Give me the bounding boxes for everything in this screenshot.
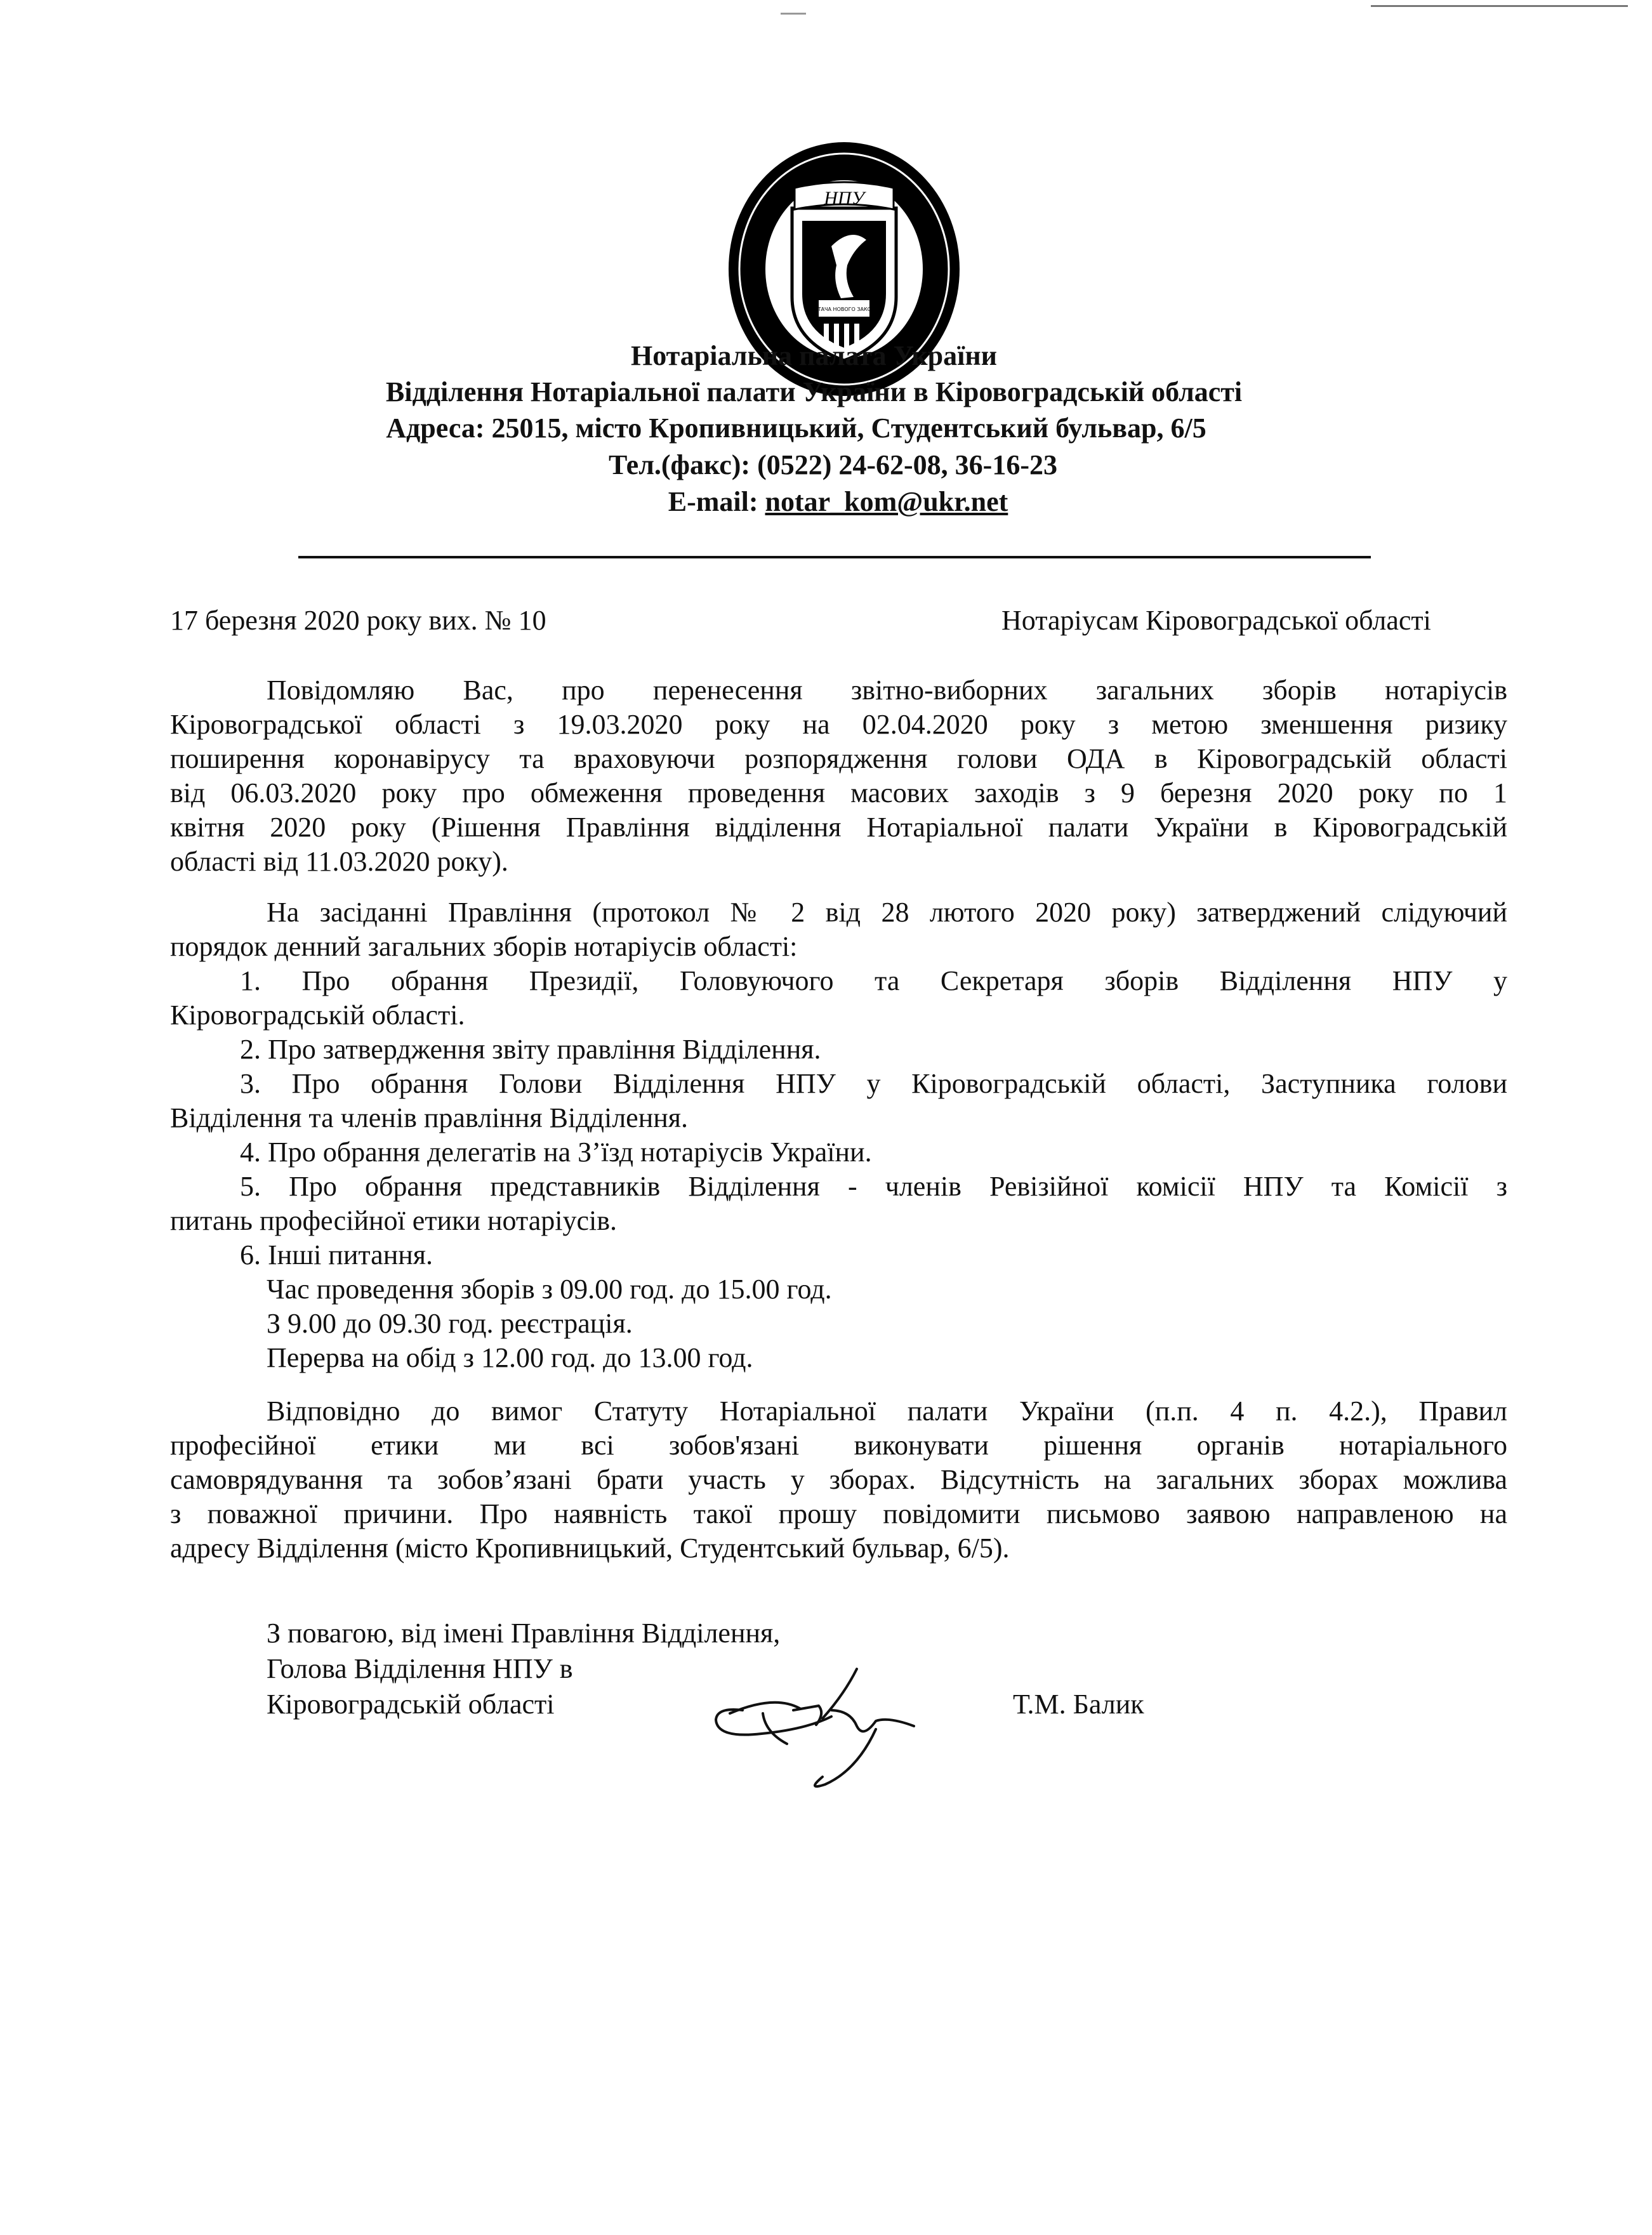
- agenda-item: 4. Про обрання делегатів на З’їзд нотаріусів України.: [240, 1137, 872, 1168]
- agenda-item: 3. Про обрання Голови Відділення НПУ у Кіровоградській області, Заступника голови: [240, 1068, 1507, 1099]
- body-line: На засіданні Правління (протокол № 2 від 28 лютого 2020 року) затверджений слідуючий: [267, 897, 1507, 928]
- email-link[interactable]: notar_kom@ukr.net: [765, 486, 1008, 517]
- signer-name: Т.М. Балик: [1013, 1689, 1144, 1720]
- body-line: Відповідно до вимог Статуту Нотаріальної палати України (п.п. 4 п. 4.2.), Правил: [267, 1395, 1507, 1427]
- body-line: Повідомляю Вас, про перенесення звітно-виборних загальних зборів нотаріусів: [267, 675, 1507, 706]
- email-label: E-mail:: [668, 486, 758, 517]
- emblem-top-text: НПУ: [824, 188, 864, 209]
- phone-line: Тел.(факс): (0522) 24-62-08, 36-16-23: [609, 449, 1057, 480]
- body-line: поширення коронавірусу та враховуючи розпорядження голови ОДА в Кіровоградській області: [170, 743, 1507, 774]
- body-line: адресу Відділення (місто Кропивницький, Студентський бульвар, 6/5).: [170, 1533, 1010, 1564]
- body-line: порядок денний загальних зборів нотаріусів області:: [170, 931, 798, 962]
- body-line: квітня 2020 року (Рішення Правління відділення Нотаріальної палати України в Кіровоградській: [170, 812, 1507, 843]
- scan-artifact: [781, 13, 806, 15]
- agenda-item: 6. Інші питання.: [240, 1239, 433, 1270]
- agenda-item: Кіровоградській області.: [170, 999, 465, 1031]
- closing-regards: З повагою, від імені Правління Відділення,: [267, 1618, 781, 1649]
- handwritten-signature: [704, 1650, 958, 1796]
- body-line: Кіровоградської області з 19.03.2020 року на 02.04.2020 року з метою зменшення ризику: [170, 709, 1507, 740]
- agenda-item: питань професійної етики нотаріусів.: [170, 1205, 617, 1236]
- agenda-item: 1. Про обрання Президії, Головуючого та Секретаря зборів Відділення НПУ у: [240, 965, 1507, 996]
- body-line: з поважної причини. Про наявність такої прошу повідомити письмово заявою направленою на: [170, 1498, 1507, 1529]
- schedule-line: Час проведення зборів з 09.00 год. до 15.00 год.: [267, 1274, 832, 1305]
- emblem-scroll-text: ДОТАЧА НОВОГО ЗАКОНУ: [810, 307, 878, 312]
- body-line: від 06.03.2020 року про обмеження проведення масових заходів з 9 березня 2020 року по 1: [170, 777, 1507, 808]
- schedule-line: Перерва на обід з 12.00 год. до 13.00 год.: [267, 1342, 753, 1373]
- scan-artifact: [1371, 5, 1628, 7]
- branch-name: Відділення Нотаріальної палати України в Кіровоградській області: [385, 376, 1243, 407]
- email-line: [24, 484, 1652, 520]
- header-divider: [298, 556, 1371, 558]
- signer-position: Голова Відділення НПУ в: [267, 1653, 573, 1684]
- signer-position: Кіровоградській області: [267, 1689, 555, 1720]
- body-line: самоврядування та зобов’язані брати участь у зборах. Відсутність на загальних зборах можлива: [170, 1464, 1507, 1495]
- emblem-ring-text: НОТАРІАЛЬНА ПАЛАТА УКРАЇНИ: [724, 126, 1000, 142]
- agenda-item: 5. Про обрання представників Відділення - членів Ревізійної комісії НПУ та Комісії з: [240, 1171, 1507, 1202]
- org-name: Нотаріальна палата України: [630, 340, 998, 371]
- body-line: області від 11.03.2020 року).: [170, 846, 508, 877]
- address-line: Адреса: 25015, місто Кропивницький, Студентський бульвар, 6/5: [386, 412, 1206, 444]
- agenda-item: 2. Про затвердження звіту правління Відділення.: [240, 1034, 821, 1065]
- date-reference: 17 березня 2020 року вих. № 10: [170, 605, 546, 636]
- schedule-line: З 9.00 до 09.30 год. реєстрація.: [267, 1308, 633, 1339]
- agenda-item: Відділення та членів правління Відділення.: [170, 1102, 689, 1133]
- body-line: професійної етики ми всі зобов'язані виконувати рішення органів нотаріального: [170, 1430, 1507, 1461]
- recipient: Нотаріусам Кіровоградської області: [1001, 605, 1431, 636]
